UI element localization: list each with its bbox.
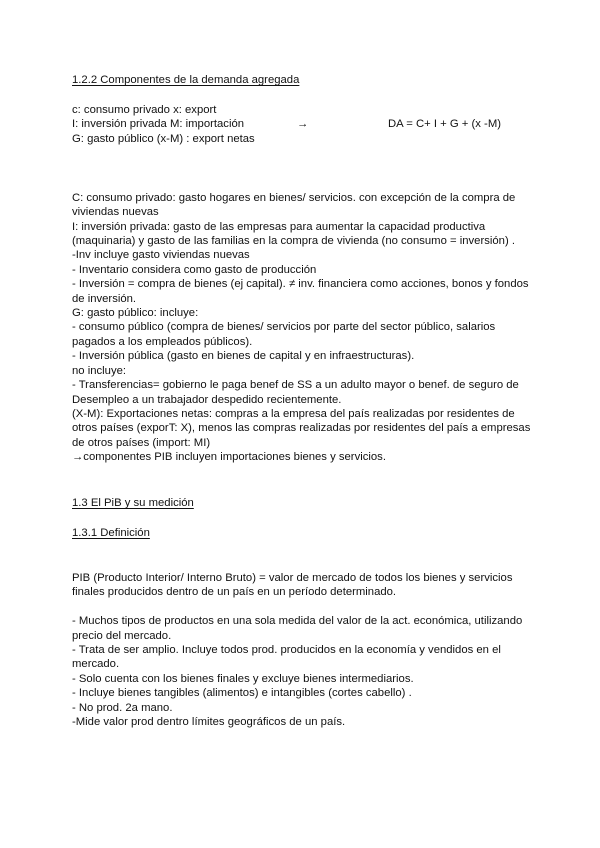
- text-line: - Inversión = compra de bienes (ej capital). ≠ inv. financiera como acciones, bonos y fondos: [72, 278, 529, 290]
- text-line: G: gasto público: incluye:: [72, 307, 199, 319]
- text-line: I: inversión privada: gasto de las empresas para aumentar la capacidad productiva: [72, 221, 486, 233]
- text-line: (maquinaria) y gasto de las familias en la compra de vivienda (no consumo = inversión) .: [72, 235, 515, 247]
- text-line: →componentes PIB incluyen importaciones bienes y servicios.: [72, 451, 386, 463]
- text-line: de otros países (import: MI): [72, 437, 211, 449]
- text-line: - consumo público (compra de bienes/ servicios por parte del sector público, salarios: [72, 321, 496, 333]
- point-line: precio del mercado.: [72, 630, 172, 642]
- text-line: - Transferencias= gobierno le paga benef de SS a un adulto mayor o benef. de seguro de: [72, 379, 519, 391]
- text-line: otros países (exporT: X), menos las compras realizadas por residentes del país a empresas: [72, 422, 531, 434]
- point-line: - No prod. 2a mano.: [72, 702, 173, 714]
- text-line: viviendas nuevas: [72, 206, 159, 218]
- point-line: - Incluye bienes tangibles (alimentos) e intangibles (cortes cabello) .: [72, 687, 412, 699]
- right-arrow-icon: →: [297, 118, 309, 130]
- point-line: -Mide valor prod dentro límites geográficos de un país.: [72, 716, 346, 728]
- point-line: - Solo cuenta con los bienes finales y excluye bienes intermediarios.: [72, 673, 414, 685]
- point-line: - Muchos tipos de productos en una sola medida del valor de la act. económica, utilizando: [72, 615, 523, 627]
- section-13-heading: 1.3 El PiB y su medición: [72, 497, 194, 509]
- section-131-heading: 1.3.1 Definición: [72, 527, 150, 539]
- legend-line: G: gasto público (x-M) : export netas: [72, 133, 255, 145]
- text-line: de inversión.: [72, 293, 137, 305]
- text-line: - Inventario considera como gasto de producción: [72, 264, 317, 276]
- text-line: -Inv incluye gasto viviendas nuevas: [72, 249, 250, 261]
- definition-line: PIB (Producto Interior/ Interno Bruto) = valor de mercado de todos los bienes y servicios: [72, 572, 513, 584]
- text-line: C: consumo privado: gasto hogares en bienes/ servicios. con excepción de la compra de: [72, 192, 516, 204]
- legend-line: I: inversión privada M: importación: [72, 118, 245, 130]
- text-line: Desempleo a un trabajador despedido recientemente.: [72, 394, 342, 406]
- text-line: - Inversión pública (gasto en bienes de capital y en infraestructuras).: [72, 350, 415, 362]
- demand-formula: DA = C+ I + G + (x -M): [388, 118, 501, 130]
- point-line: mercado.: [72, 658, 120, 670]
- legend-line: c: consumo privado x: export: [72, 104, 217, 116]
- text-line: (X-M): Exportaciones netas: compras a la empresa del país realizadas por residentes de: [72, 408, 515, 420]
- point-line: - Trata de ser amplio. Incluye todos prod. producidos en la economía y vendidos en el: [72, 644, 501, 656]
- document-page: [72, 0, 532, 848]
- text-line: no incluye:: [72, 365, 127, 377]
- definition-line: finales producidos dentro de un país en un período determinado.: [72, 586, 397, 598]
- section-122-heading: 1.2.2 Componentes de la demanda agregada: [72, 74, 300, 86]
- text-line: pagados a los empleados públicos).: [72, 336, 253, 348]
